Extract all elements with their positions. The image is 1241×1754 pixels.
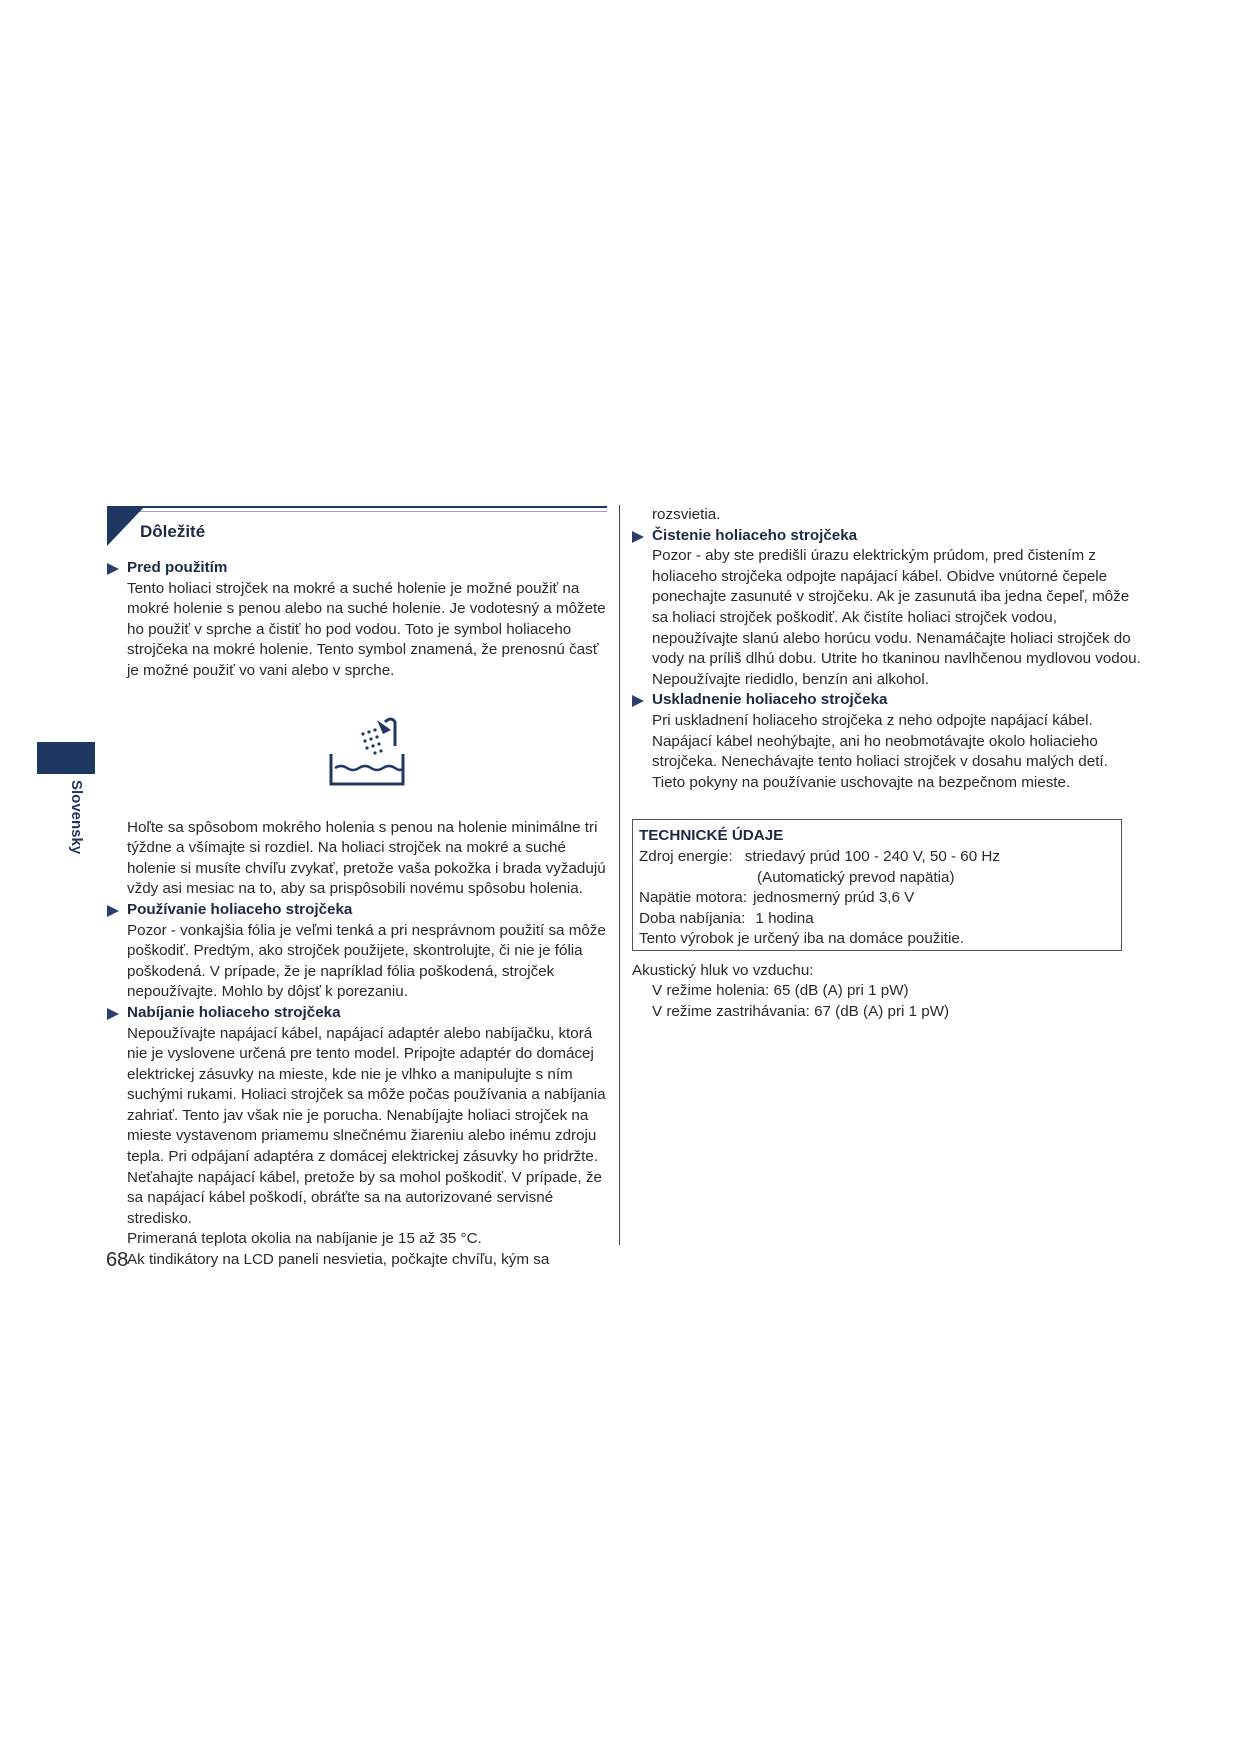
power-note: (Automatický prevod napätia) — [757, 868, 955, 886]
paragraph-nabijanie-lcd: Ak tindikátory na LCD paneli nesvietia, počkajte chvíľu, kým sa — [127, 1251, 550, 1269]
bullet-arrow-icon — [632, 531, 644, 543]
section-title: Dôležité — [140, 522, 206, 541]
home-use-note: Tento výrobok je určený iba na domáce použitie. — [639, 930, 965, 948]
paragraph-continuation: rozsvietia. — [652, 506, 721, 523]
power-row — [639, 847, 1115, 868]
heading-text: Pred použitím — [127, 559, 228, 576]
technical-data-title: TECHNICKÉ ÚDAJE — [639, 827, 784, 845]
bullet-arrow-icon — [632, 695, 644, 707]
header-rule — [107, 506, 607, 508]
heading-pouzivanie — [107, 900, 612, 921]
noise-trimming: V režime zastrihávania: 67 (dB (A) pri 1 pW) — [652, 1003, 950, 1021]
motor-value: jednosmerný prúd 3,6 V — [753, 889, 915, 907]
paragraph-shaving: Hoľte sa spôsobom mokrého holenia s penou na holenie minimálne tri týždne a všímajte si rozdiel. Na holiaci strojček na mokré a suché holenie si musíte chvíľu zvykať, pretože vaša pokožka i brada vyžadujú vždy asi mesiac na to, aby sa prispôsobili novému spôsobu holenia. — [127, 818, 606, 898]
power-value: striedavý prúd 100 - 240 V, 50 - 60 Hz — [744, 847, 1000, 865]
heading-pred-pouzitim — [107, 558, 612, 579]
charge-row — [639, 909, 1115, 930]
charge-label: Doba nabíjania: — [639, 909, 746, 927]
shower-bath-icon — [325, 710, 409, 788]
noise-title: Akustický hluk vo vzduchu: — [632, 961, 814, 979]
heading-cistenie — [632, 526, 1142, 547]
heading-text: Čistenie holiaceho strojčeka — [652, 526, 858, 544]
paragraph-uskladnenie: Pri uskladnení holiaceho strojčeka z neho odpojte napájací kábel. Napájací kábel neohýbajte, ani ho neobmotávajte okolo holiacieho strojčeka. Nenechávajte tento holiaci strojček v dosahu malých detí. Tieto pokyny na používanie uschovajte na bezpečnom mieste. — [652, 711, 1108, 791]
language-tab-marker — [37, 742, 95, 774]
column-divider — [619, 505, 620, 1245]
paragraph-pouzivanie: Pozor - vonkajšia fólia je veľmi tenká a pri nesprávnom použití sa môže poškodiť. Predtým, ako strojček použijete, skontrolujte, či nie je fólia poškodená. V prípade, že je napríklad fólia poškodená, strojček nepoužívajte. Mohlo by dôjsť k porezaniu. — [127, 921, 606, 1001]
noise-shaving: V režime holenia: 65 (dB (A) pri 1 pW) — [652, 982, 909, 1000]
charge-value: 1 hodina — [755, 909, 814, 927]
motor-label: Napätie motora: — [639, 889, 748, 907]
paragraph-nabijanie: Nepoužívajte napájací kábel, napájací adaptér alebo nabíjačku, ktorá nie je vyslovene určená pre tento model. Pripojte adaptér do domácej elektrickej zásuvky na mieste, kde nie je vlhko a manipulujte s ním suchými rukami. Holiaci strojček sa môže počas používania a nabíjania zahriať. Tento jav však nie je porucha. Nenabíjajte holiaci strojček na mieste vystavenom priamemu slnečnému žiareniu alebo inému zdroju tepla. Pri odpájaní adaptéra z domácej elektrickej zásuvky ho pridržte. Neťahajte napájací kábel, pretože by sa mohol poškodiť. V prípade, že sa napájací kábel poškodí, obráťte sa na autorizované servisné stredisko. — [127, 1024, 606, 1227]
power-label: Zdroj energie: — [639, 847, 733, 865]
paragraph-pred-pouzitim: Tento holiaci strojček na mokré a suché holenie je možné použiť na mokré holenie s penou alebo na suché holenie. Je vodotesný a môžete ho použiť v sprche a čistiť ho pod vodou. Toto je symbol holiaceho strojčeka na mokré holenie. Tento symbol znamená, že prenosnú časť je možné použiť vo vani alebo v sprche. — [127, 579, 606, 679]
left-column — [107, 558, 612, 1271]
paragraph-nabijanie-temp: Primeraná teplota okolia na nabíjanie je 15 až 35 °C. — [127, 1230, 482, 1248]
page-number: 68 — [106, 1249, 129, 1271]
heading-uskladnenie — [632, 690, 1142, 711]
heading-nabijanie — [107, 1003, 612, 1024]
heading-text: Nabíjanie holiaceho strojčeka — [127, 1003, 341, 1021]
paragraph-cistenie: Pozor - aby ste predišli úrazu elektrickým prúdom, pred čistením z holiaceho strojčeka odpojte napájací kábel. Obidve vnútorné čepele ponechajte zasunuté v strojčeku. Ak je zasunutá iba jedna čepeľ, môže sa holiaci strojček poškodiť. Ak čistíte holiaci strojček vodou, nepoužívajte slanú alebo horúcu vodu. Nenamáčajte holiaci strojček do vody na príliš dlhú dobu. Utrite ho tkaninou navlhčenou mydlovou vodou. Nepoužívajte riedidlo, benzín ani alkohol. — [652, 547, 1141, 688]
bullet-arrow-icon — [107, 905, 119, 917]
heading-text: Používanie holiaceho strojčeka — [127, 900, 353, 918]
section-header — [107, 506, 607, 556]
header-rule-thin — [137, 511, 607, 512]
technical-data-box — [632, 819, 1122, 951]
language-tab-label: Slovensky — [68, 780, 85, 855]
right-column — [632, 505, 1142, 1023]
bullet-arrow-icon — [107, 1008, 119, 1020]
heading-text: Uskladnenie holiaceho strojčeka — [652, 691, 888, 709]
bullet-arrow-icon — [107, 563, 119, 575]
motor-row — [639, 888, 1115, 909]
